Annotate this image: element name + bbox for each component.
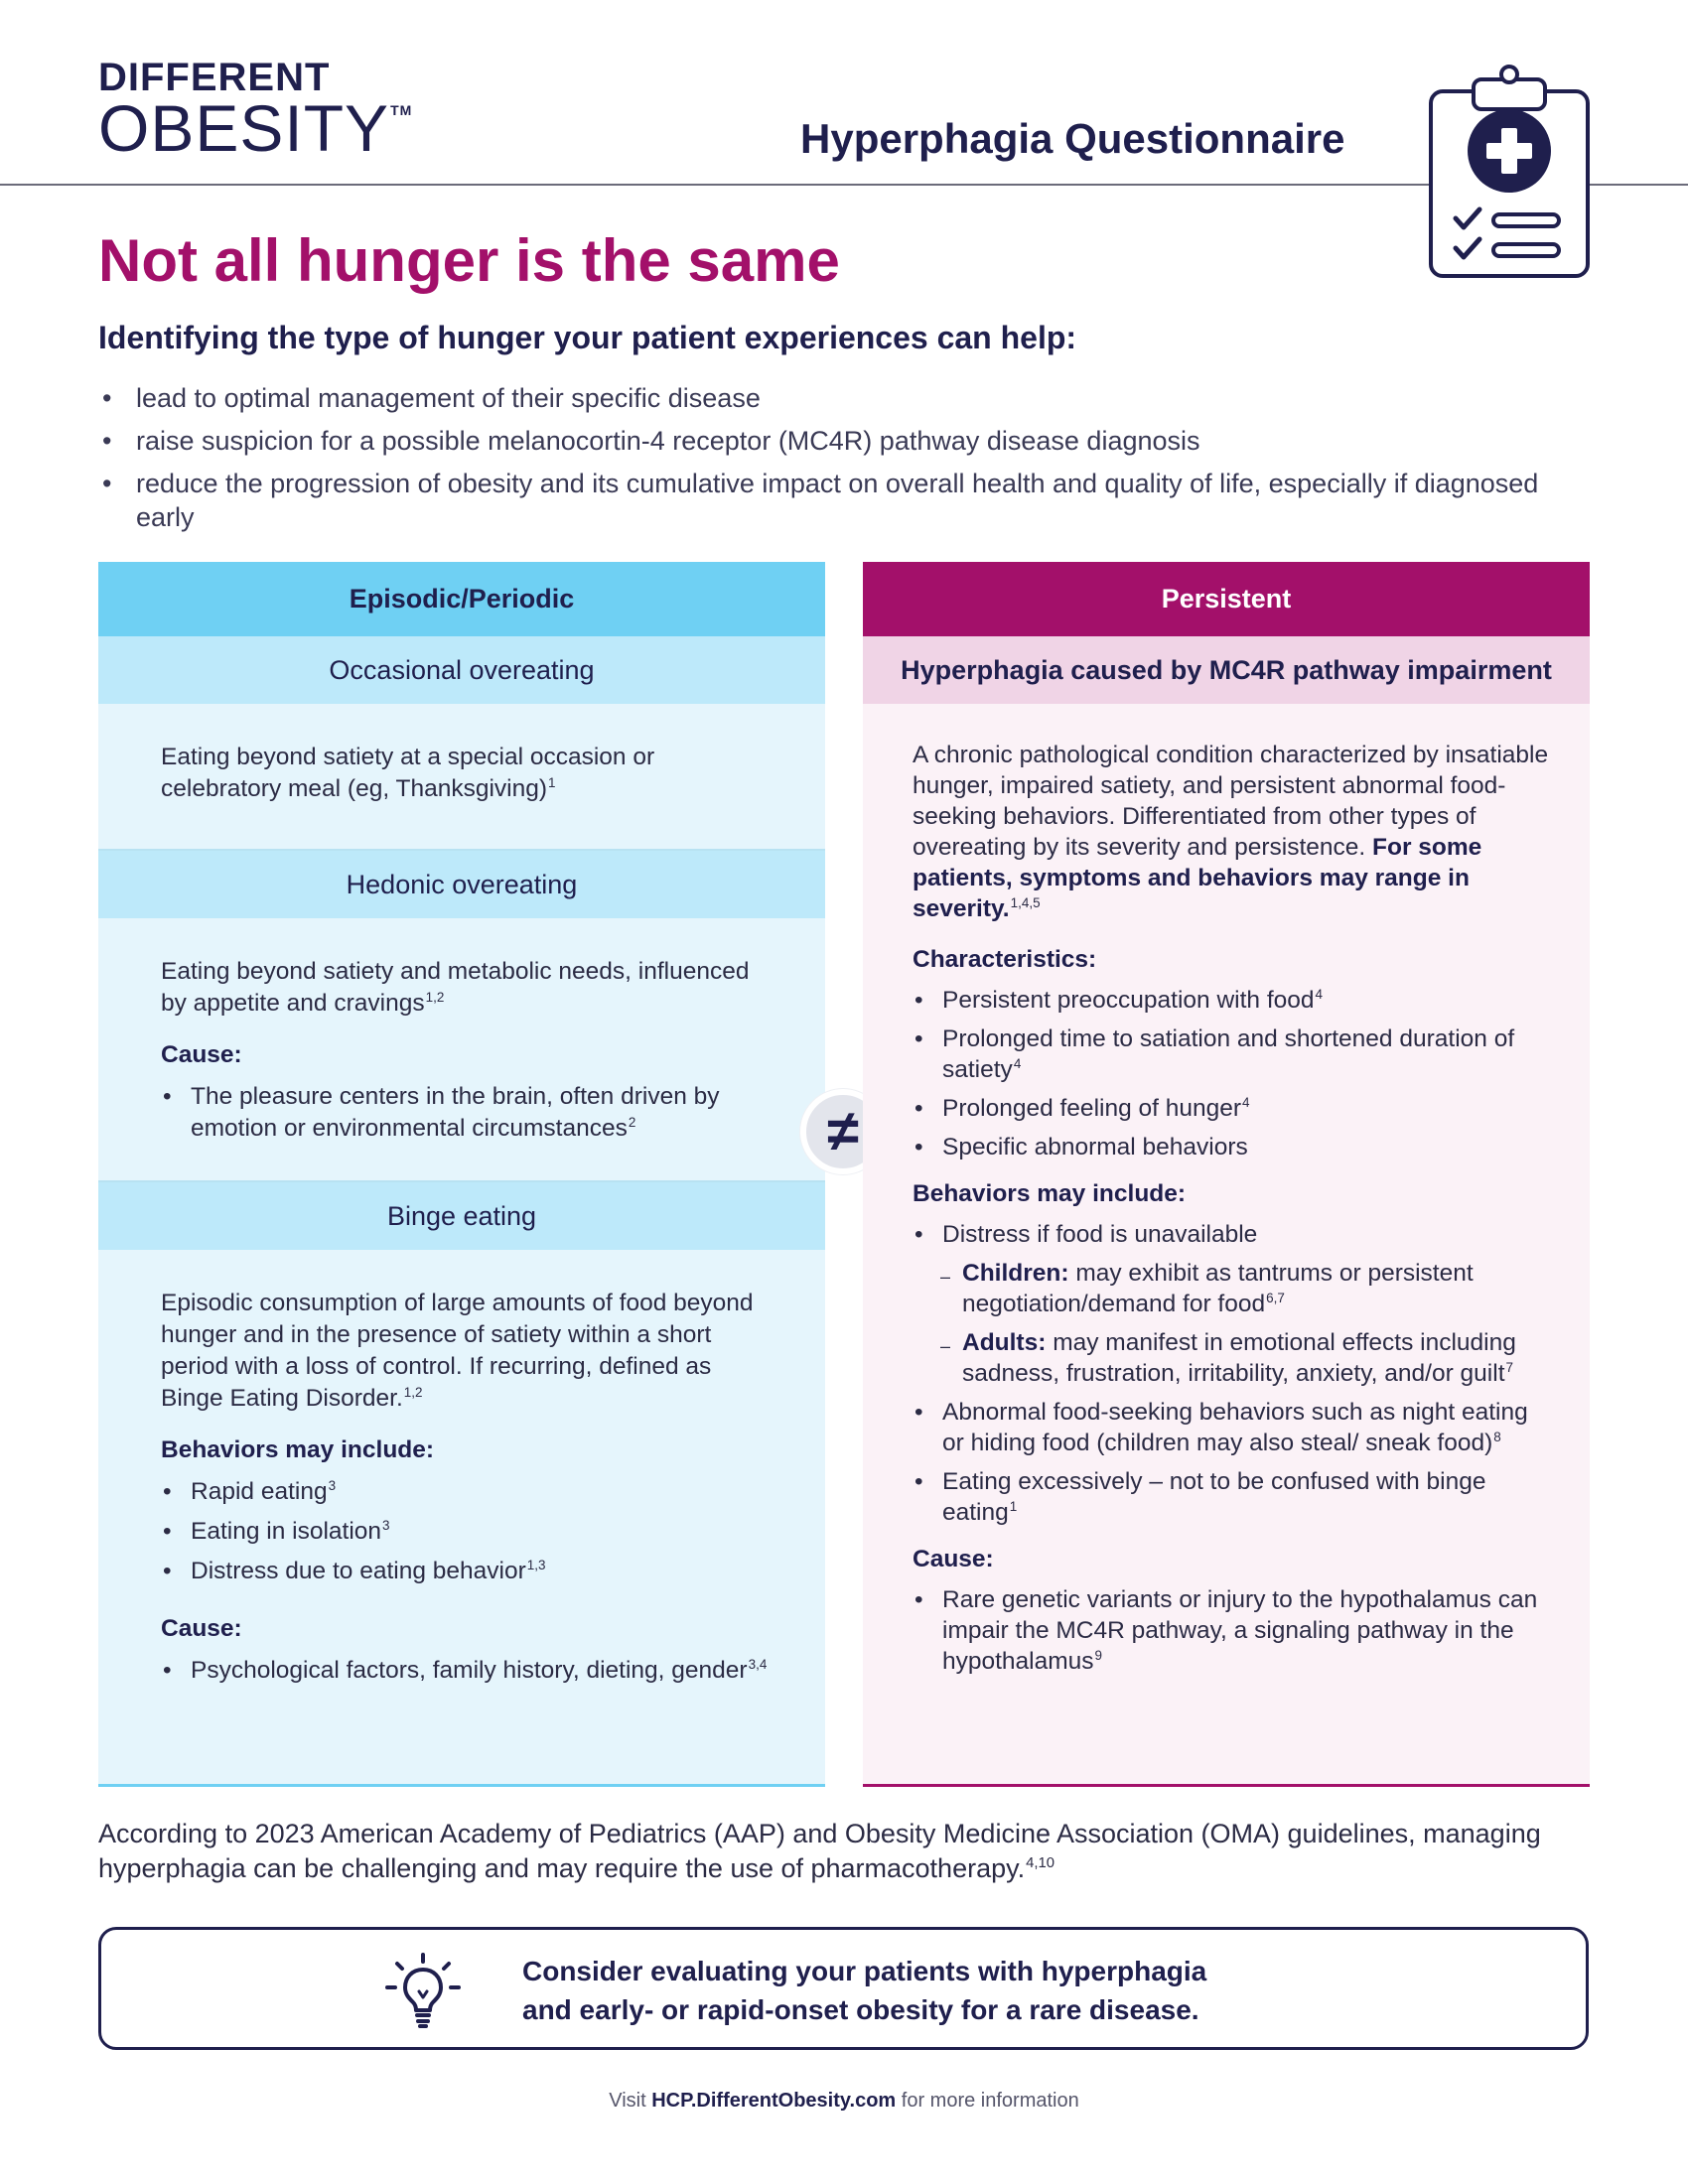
occasional-overeating-heading: Occasional overeating: [98, 636, 825, 704]
logo-line1: DIFFERENT: [98, 56, 331, 99]
hyperphagia-heading: Hyperphagia caused by MC4R pathway impairment: [863, 636, 1590, 704]
binge-cause-label: Cause:: [161, 1615, 242, 1642]
occasional-overeating-body: [98, 704, 825, 849]
hedonic-overeating-heading: Hedonic overeating: [98, 851, 825, 918]
hedonic-cause-label: Cause:: [161, 1041, 242, 1068]
binge-eating-body: [98, 1250, 825, 1736]
episodic-column-title: Episodic/Periodic: [98, 562, 825, 636]
list-item: • Eating in isolation$^3$: [161, 1516, 775, 1548]
hedonic-cause-list: [161, 1081, 775, 1145]
list-item: • Specific abnormal behaviors: [913, 1132, 1550, 1162]
binge-cause-list: [161, 1655, 775, 1687]
list-item: • The pleasure centers in the brain, often driven by emotion or environmental circumstances$^2$: [161, 1081, 775, 1145]
list-item: • Eating excessively – not to be confused with binge eating$^1$: [913, 1466, 1550, 1528]
hyperphagia-body: [863, 704, 1590, 1677]
hedonic-overeating-body: [98, 918, 825, 1180]
list-item: • Distress if food is unavailable – Children: may exhibit as tantrums or persistent negotiation/demand for food$^{6,7}$ – Adults: may manifest in emotional effects including sadness, frustration, irritability, anxiety, and/or guilt$^7$: [913, 1219, 1550, 1389]
persistent-behaviors-list: [913, 1219, 1550, 1528]
binge-eating-text: Episodic consumption of large amounts of food beyond hunger and in the presence of satiety within a short period with a loss of control. If recurring, defined as Binge Eating Disorder.$^{1,2}$: [161, 1290, 754, 1412]
hyperphagia-description: A chronic pathological condition characterized by insatiable hunger, impaired satiety, and persistent abnormal food-seeking behaviors. Differentiated from other types of overeating by its severity and persistence. For some patients, symptoms and behaviors may range in severity.$^{1,4,5}$: [913, 742, 1549, 922]
occasional-overeating-text: Eating beyond satiety at a special occasion or celebratory meal (eg, Thanksgiving)$^1$: [161, 744, 655, 802]
binge-eating-heading: Binge eating: [98, 1182, 825, 1250]
hedonic-overeating-text: Eating beyond satiety and metabolic needs, influenced by appetite and cravings$^{1,2}$: [161, 958, 750, 1017]
subheading: Identifying the type of hunger your patient experiences can help:: [98, 320, 1077, 355]
callout-line2: and early- or rapid-onset obesity for a rare disease.: [522, 1994, 1199, 2025]
episodic-column: [98, 562, 825, 1787]
callout-text: [522, 1952, 1206, 2029]
persistent-column: [863, 562, 1590, 1787]
characteristics-list: [913, 985, 1550, 1162]
list-item: • Rapid eating$^3$: [161, 1476, 775, 1508]
guidelines-statement: According to 2023 American Academy of Pediatrics (AAP) and Obesity Medicine Association (OMA) guidelines, managing hyperphagia can be challenging and may require the use of pharmacotherapy.$^{4,10}$: [98, 1819, 1541, 1883]
list-item: • reduce the progression of obesity and its cumulative impact on overall health and quality of life, especially if diagnosed early: [98, 467, 1548, 534]
document-title: Hyperphagia Questionnaire: [800, 115, 1345, 162]
callout-line1: Consider evaluating your patients with hyperphagia: [522, 1956, 1207, 1986]
list-item: • Psychological factors, family history, dieting, gender$^{3,4}$: [161, 1655, 775, 1687]
brand-logo: [98, 56, 413, 165]
list-item: • Prolonged feeling of hunger$^4$: [913, 1093, 1550, 1124]
list-item: – Adults: may manifest in emotional effects including sadness, frustration, irritability, anxiety, and/or guilt$^7$: [942, 1327, 1550, 1389]
logo-line2: OBESITY™: [98, 91, 413, 165]
persistent-cause-list: [913, 1584, 1550, 1677]
persistent-behaviors-label: Behaviors may include:: [913, 1180, 1187, 1207]
website-link[interactable]: HCP.DifferentObesity.com: [651, 2090, 897, 2112]
list-item: • Prolonged time to satiation and shortened duration of satiety$^4$: [913, 1024, 1550, 1085]
list-item: • raise suspicion for a possible melanocortin-4 receptor (MC4R) pathway disease diagnosis: [98, 424, 1548, 458]
persistent-cause-label: Cause:: [913, 1546, 994, 1572]
list-item: • Distress due to eating behavior$^{1,3}$: [161, 1556, 775, 1587]
not-equal-icon: ≠: [800, 1089, 886, 1174]
persistent-column-title: Persistent: [863, 562, 1590, 636]
visit-footer: Visit HCP.DifferentObesity.com for more information: [609, 2090, 1079, 2112]
clipboard-medical-icon: [1428, 62, 1591, 280]
intro-bullets: [98, 381, 1548, 543]
trademark: TM: [390, 102, 413, 118]
callout-box: [98, 1927, 1589, 2050]
list-item: • Abnormal food-seeking behaviors such as night eating or hiding food (children may also steal/ sneak food)$^8$: [913, 1397, 1550, 1458]
lightbulb-icon: [385, 1952, 461, 2031]
list-item: • Rare genetic variants or injury to the hypothalamus can impair the MC4R pathway, a signaling pathway in the hypothalamus$^9$: [913, 1584, 1550, 1677]
binge-behaviors-list: [161, 1476, 775, 1587]
list-item: • Persistent preoccupation with food$^4$: [913, 985, 1550, 1016]
list-item: – Children: may exhibit as tantrums or persistent negotiation/demand for food$^{6,7}$: [942, 1258, 1550, 1319]
distress-sublist: [942, 1258, 1550, 1389]
binge-behaviors-label: Behaviors may include:: [161, 1436, 435, 1463]
characteristics-label: Characteristics:: [913, 946, 1097, 973]
headline: Not all hunger is the same: [98, 227, 840, 294]
list-item: • lead to optimal management of their specific disease: [98, 381, 1548, 415]
